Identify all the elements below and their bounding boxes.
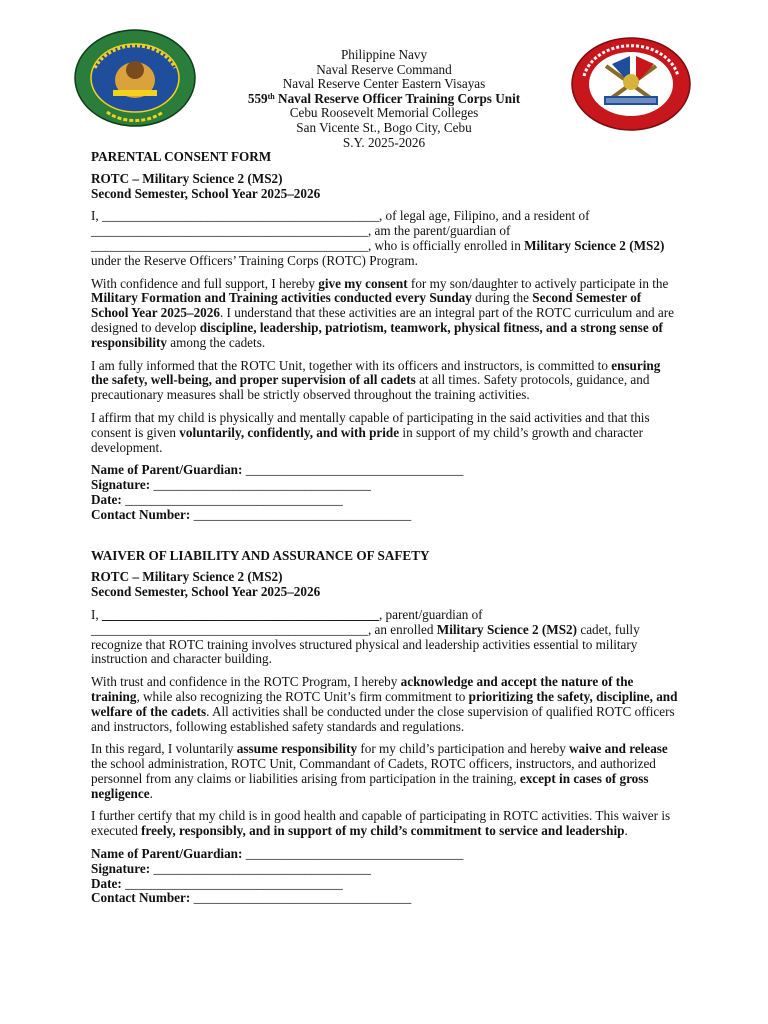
waiver-subheading-semester: Second Semester, School Year 2025–2026	[91, 584, 321, 600]
bold-text: Second Semester of School Year 2025–2026	[91, 290, 642, 321]
section-spacer	[91, 523, 681, 549]
unit-suffix: th	[267, 91, 275, 101]
text: .	[624, 823, 628, 839]
text: I,	[91, 208, 102, 224]
consent-signature-field[interactable]	[91, 478, 681, 493]
naval-reserve-center-seal-logo	[73, 28, 197, 128]
crmc-rotc-seal-logo	[570, 36, 692, 132]
letterhead-line-address: San Vicente St., Bogo City, Cebu	[296, 119, 472, 135]
text: the school administration, ROTC Unit, Commandant of Cadets, ROTC officers, instructors, and authorized personnel from any claims or liabilities arising from participation in the training,	[91, 756, 656, 786]
waiver-paragraph-3	[91, 742, 681, 801]
waiver-paragraph-4	[91, 809, 681, 839]
text: I,	[91, 606, 102, 622]
field-blank[interactable]: _________________________________	[193, 506, 412, 522]
waiver-signature-fields	[91, 847, 681, 906]
text: I further certify that my child is in good health and capable of participating in ROTC activities. This waiver is executed	[91, 808, 671, 839]
document-body	[91, 150, 681, 906]
child-name-blank: __________________________________________	[91, 237, 368, 253]
consent-paragraph-1	[91, 209, 681, 268]
letterhead-line-navy: Philippine Navy	[340, 47, 428, 62]
bold-text: voluntarily, confidently, and with pride	[179, 424, 400, 440]
consent-subheading	[91, 172, 681, 202]
field-label: Date:	[91, 491, 126, 507]
field-blank[interactable]: _________________________________	[193, 890, 412, 906]
letterhead-line-school-year: S.Y. 2025-2026	[342, 134, 426, 150]
bold-text: acknowledge and accept the nature of the training	[91, 674, 634, 704]
text: for my child’s participation and hereby	[357, 741, 570, 757]
bold-text: Military Formation and Training activities conducted every Sunday	[91, 290, 472, 306]
text: during the	[471, 290, 533, 306]
waiver-section	[91, 549, 681, 907]
waiver-subheading-course: ROTC – Military Science 2 (MS2)	[91, 569, 283, 585]
bold-text: waive and release	[569, 741, 668, 757]
waiver-signature-field[interactable]	[91, 862, 681, 877]
child-name-blank: __________________________________________	[91, 621, 368, 637]
waiver-guardian-name-field[interactable]	[91, 847, 681, 862]
letterhead-line-college: Cebu Roosevelt Memorial Colleges	[289, 105, 479, 121]
field-label: Contact Number:	[91, 890, 194, 906]
bold-text: give my consent	[318, 275, 408, 291]
consent-date-field[interactable]	[91, 493, 681, 508]
text: . All activities shall be conducted under the close supervision of qualified ROTC officers and instructors, following established safety standards and regulations.	[91, 703, 675, 734]
consent-subheading-semester: Second Semester, School Year 2025–2026	[91, 185, 321, 201]
text: cadet, fully recognize that ROTC training involves structured physical and leadership activities essential to military instruction and character building.	[91, 621, 640, 667]
field-label: Signature:	[91, 477, 154, 493]
text: With confidence and full support, I hereby	[91, 275, 319, 291]
waiver-paragraph-2	[91, 675, 681, 734]
consent-guardian-name-field[interactable]	[91, 463, 681, 478]
letterhead	[200, 48, 568, 150]
parental-consent-section	[91, 150, 681, 523]
letterhead-line-unit	[200, 92, 568, 107]
field-blank[interactable]: _________________________________	[153, 860, 371, 876]
bold-text: freely, responsibly, and in support of my child’s commitment to service and leadership	[141, 823, 625, 839]
bold-text: Military Science 2 (MS2)	[524, 237, 665, 253]
text: for my son/daughter to actively participate in the	[407, 275, 669, 291]
consent-paragraph-4	[91, 411, 681, 455]
text: . I understand that these activities are an integral part of the ROTC curriculum and are designed to develop	[91, 305, 675, 335]
bold-text: prioritizing the safety, discipline, and welfare of the cadets	[91, 688, 678, 719]
field-label: Contact Number:	[91, 506, 194, 522]
field-label: Name of Parent/Guardian:	[91, 846, 246, 862]
field-blank[interactable]: _________________________________	[125, 491, 343, 507]
consent-subheading-course: ROTC – Military Science 2 (MS2)	[91, 170, 283, 186]
bold-text: except in cases of gross negligence	[91, 770, 649, 801]
field-label: Signature:	[91, 860, 154, 876]
text: , an enrolled	[367, 621, 437, 637]
bold-text: ensuring the safety, well-being, and proper supervision of all cadets	[91, 357, 661, 388]
field-label: Name of Parent/Guardian:	[91, 462, 246, 478]
field-blank[interactable]: _________________________________	[125, 875, 343, 891]
waiver-date-field[interactable]	[91, 877, 681, 892]
text: at all times. Safety protocols, guidance, and precautionary measures shall be strictly observed throughout the training activities.	[91, 372, 650, 403]
text: , while also recognizing the ROTC Unit’s firm commitment to	[136, 688, 469, 704]
waiver-paragraph-1	[91, 608, 681, 667]
consent-title: PARENTAL CONSENT FORM	[91, 149, 272, 164]
consent-paragraph-3	[91, 359, 681, 403]
text: With trust and confidence in the ROTC Program, I hereby	[91, 674, 401, 690]
field-blank[interactable]: _________________________________	[245, 846, 464, 862]
text: , parent/guardian of	[378, 606, 483, 622]
guardian-name-blank: __________________________________________	[102, 606, 379, 622]
letterhead-line-center: Naval Reserve Center Eastern Visayas	[282, 76, 486, 92]
letterhead-line-command: Naval Reserve Command	[316, 61, 452, 77]
text: .	[149, 785, 153, 801]
waiver-subheading	[91, 570, 681, 600]
bold-text: Military Science 2 (MS2)	[436, 621, 578, 637]
consent-signature-fields	[91, 463, 681, 522]
field-blank[interactable]: _________________________________	[245, 462, 464, 478]
text: , of legal age, Filipino, and a resident of	[378, 208, 590, 224]
bold-text: assume responsibility	[236, 741, 358, 757]
bold-text: discipline, leadership, patriotism, teamwork, physical fitness, and a strong sense of responsibility	[91, 319, 663, 350]
text: under the Reserve Officers’ Training Corps (ROTC) Program.	[91, 252, 418, 268]
unit-name: Naval Reserve Officer Training Corps Unit	[274, 90, 521, 106]
waiver-contact-number-field[interactable]	[91, 891, 681, 906]
field-label: Date:	[91, 875, 126, 891]
unit-number: 559	[247, 90, 268, 106]
resident-address-blank: __________________________________________	[91, 223, 368, 239]
resident-name-blank: __________________________________________	[102, 208, 379, 224]
text: I affirm that my child is physically and mentally capable of participating in the said activities and that this consent is given	[91, 409, 650, 440]
text: In this regard, I voluntarily	[91, 741, 237, 757]
field-blank[interactable]: _________________________________	[153, 477, 371, 493]
text: in support of my child’s growth and character development.	[91, 424, 644, 455]
text: among the cadets.	[166, 334, 266, 350]
text: , who is officially enrolled in	[367, 237, 525, 253]
consent-paragraph-2	[91, 277, 681, 351]
text: I am fully informed that the ROTC Unit, together with its officers and instructors, is committed to	[91, 357, 612, 373]
waiver-title: WAIVER OF LIABILITY AND ASSURANCE OF SAFETY	[91, 547, 430, 563]
text: , am the parent/guardian of	[367, 223, 511, 239]
consent-contact-number-field[interactable]	[91, 508, 681, 523]
